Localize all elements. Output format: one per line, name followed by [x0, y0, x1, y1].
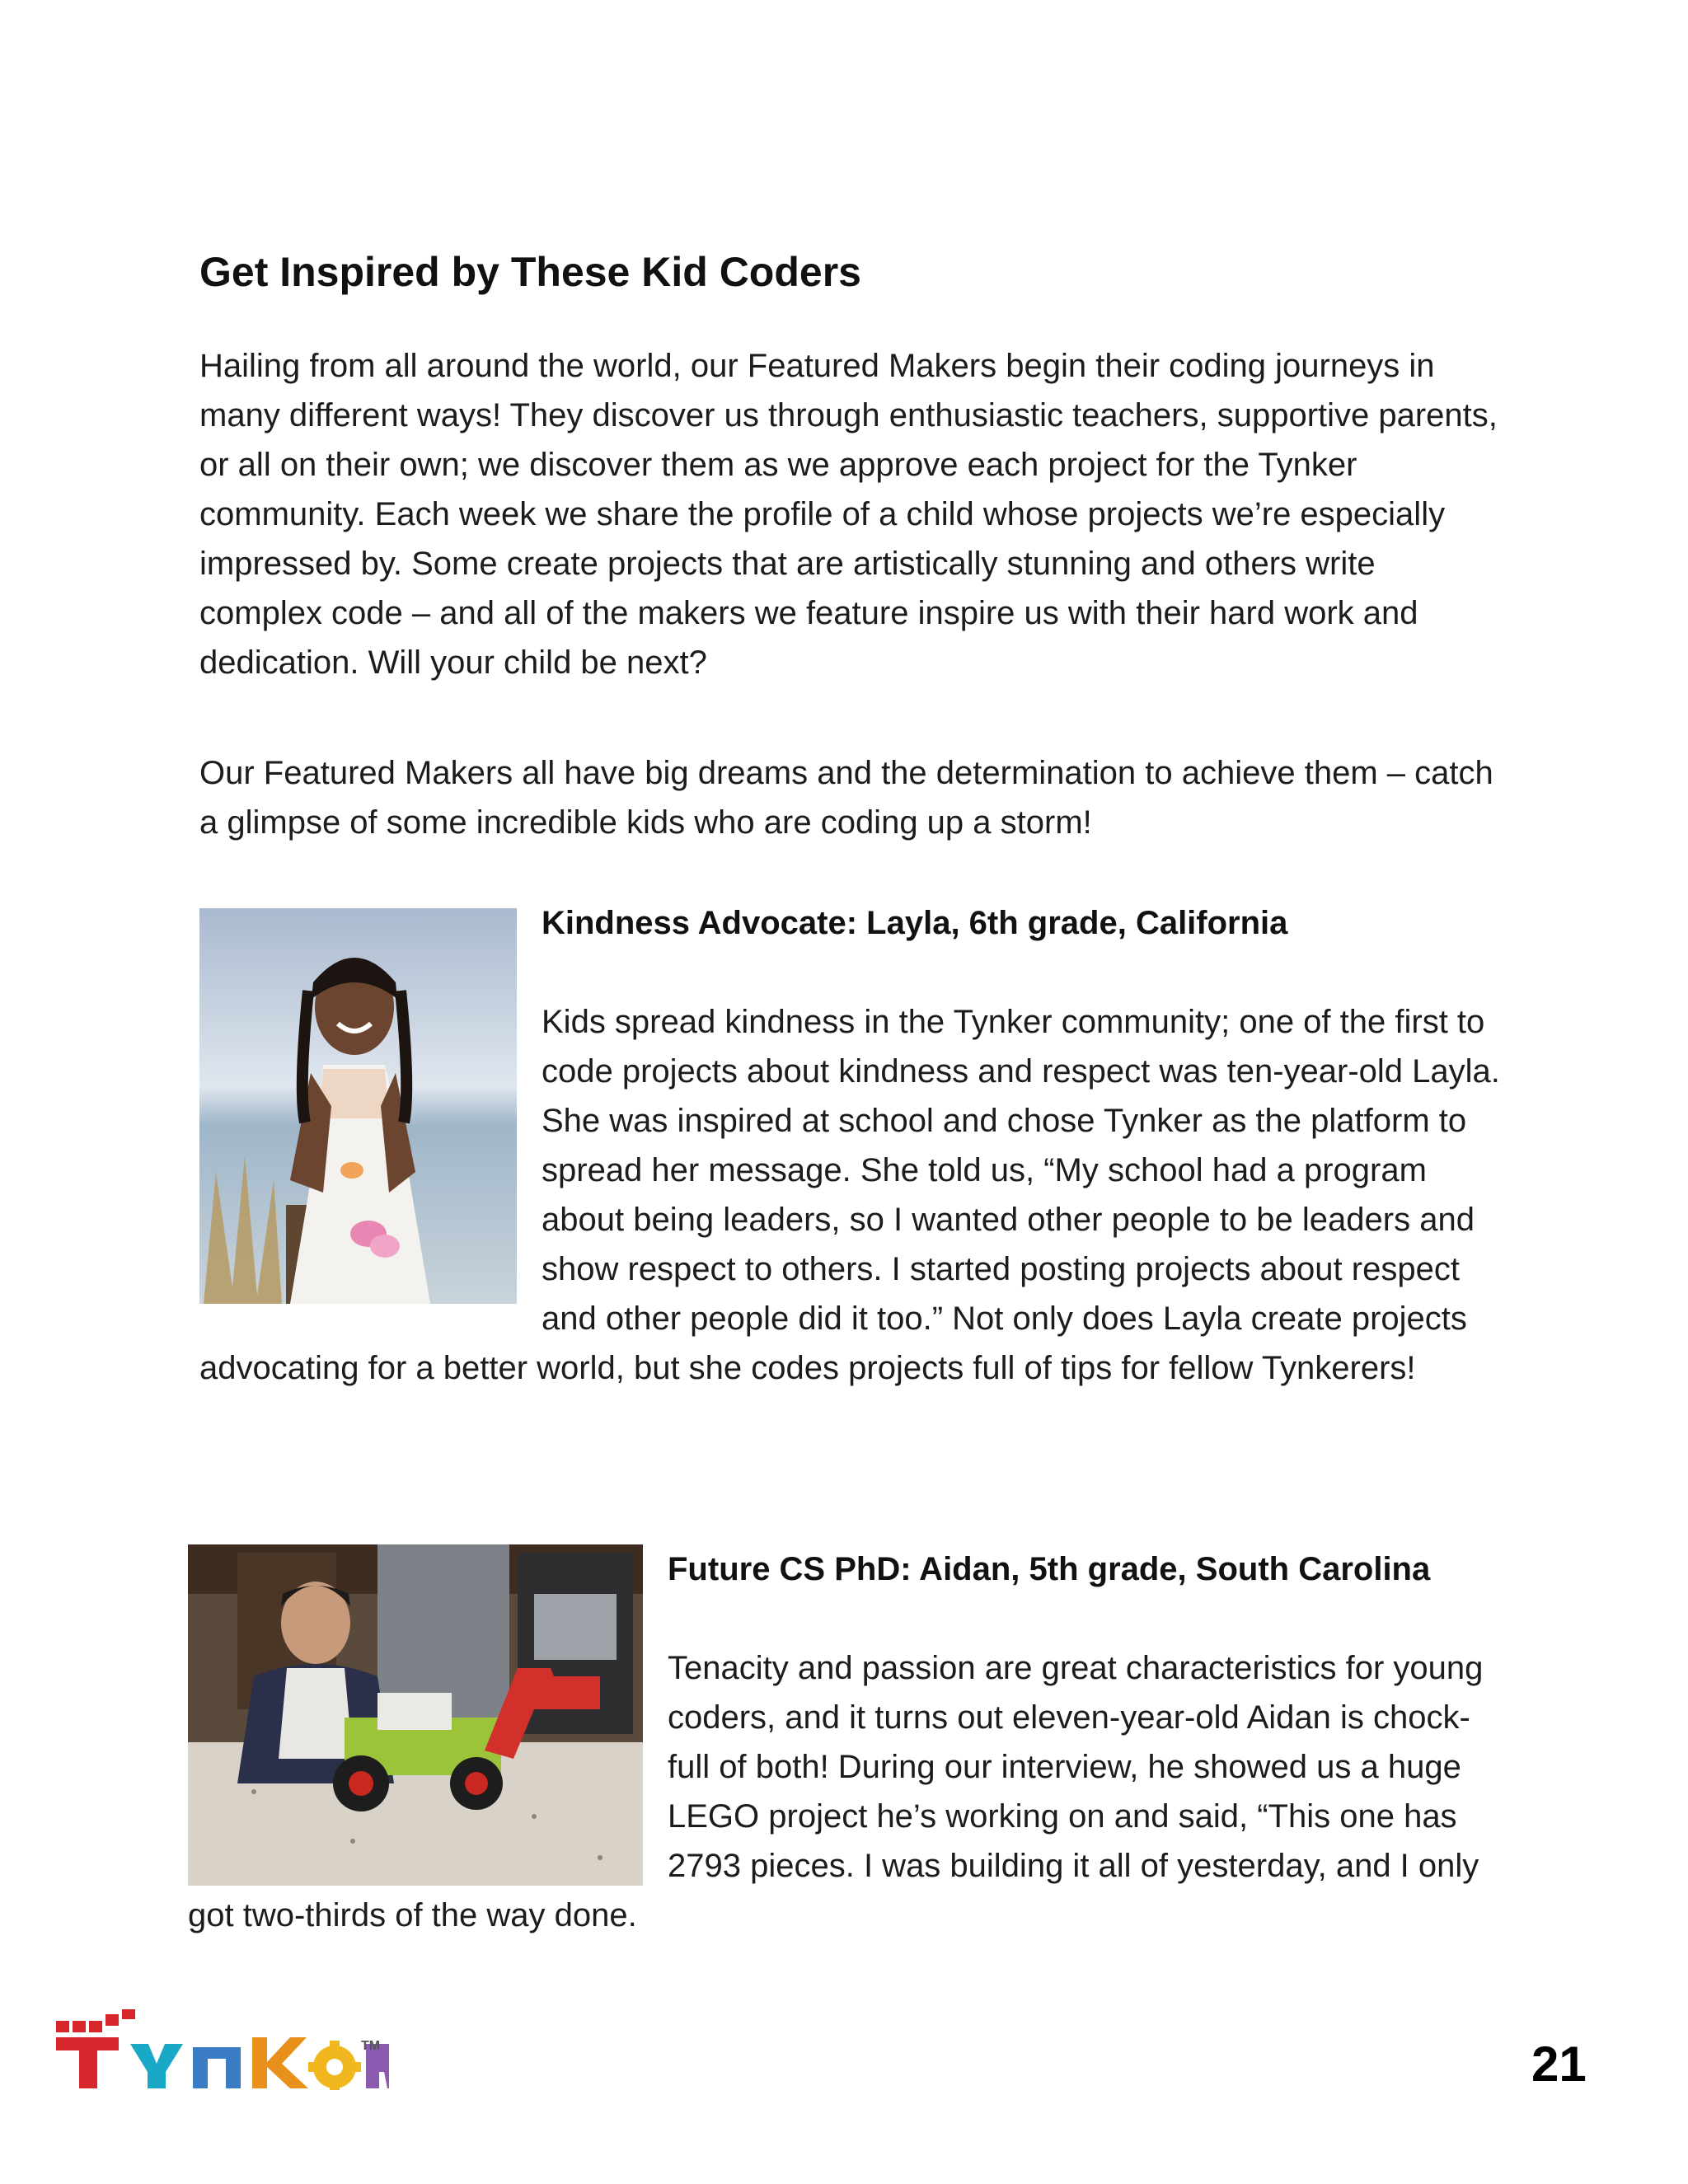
intro-paragraph-2: Our Featured Makers all have big dreams and the determination to achieve them – catch a glimpse of some incredible kids who are coding up a storm! [199, 755, 1493, 841]
aidan-photo [188, 1544, 643, 1886]
feature-title: Future CS PhD: Aidan, 5th grade, South Carolina [668, 1551, 1431, 1587]
feature-layla [199, 898, 1502, 1393]
intro-paragraph: Hailing from all around the world, our Featured Makers begin their coding journeys in many different ways! They discover us through enthusiastic teachers, supportive parents, or all on their own; we discover them as we approve each project for the Tynker community. Each week we share the profile of a child whose projects we’re especially impressed by. Some create projects that are artistically stunning and others write complex code – and all of the makers we feature inspire us with their hard work and dedication. Will your child be next? [199, 348, 1498, 681]
page-heading: Get Inspired by These Kid Coders [199, 249, 861, 295]
feature-title: Kindness Advocate: Layla, 6th grade, California [542, 905, 1288, 941]
feature-aidan [188, 1544, 1502, 1940]
feature-body: Tenacity and passion are great characteristics for young coders, and it turns out eleven-year-old Aidan is chock-full of both! During our interview, he showed us a huge LEGO project he’s working on and said, “This one has 2793 pieces. I was building it all of yesterday, and I only got two-thirds of the way done. [188, 1650, 1484, 1933]
tynker-logo [51, 2009, 389, 2092]
trademark-mark: TM [361, 2039, 381, 2053]
page-number: 21 [1531, 2036, 1587, 2092]
layla-photo [199, 908, 517, 1304]
feature-body: Kids spread kindness in the Tynker community; one of the first to code projects about kindness and respect was ten-year-old Layla. She was inspired at school and chose Tynker as the platform to spread her message. She told us, “My school had a program about being leaders, so I wanted other people to be leaders and show respect to others. I started posting projects about respect and other people did it too.” Not only does Layla create projects advocating for a better world, but she codes projects full of tips for fellow Tynkerers! [199, 1004, 1500, 1386]
